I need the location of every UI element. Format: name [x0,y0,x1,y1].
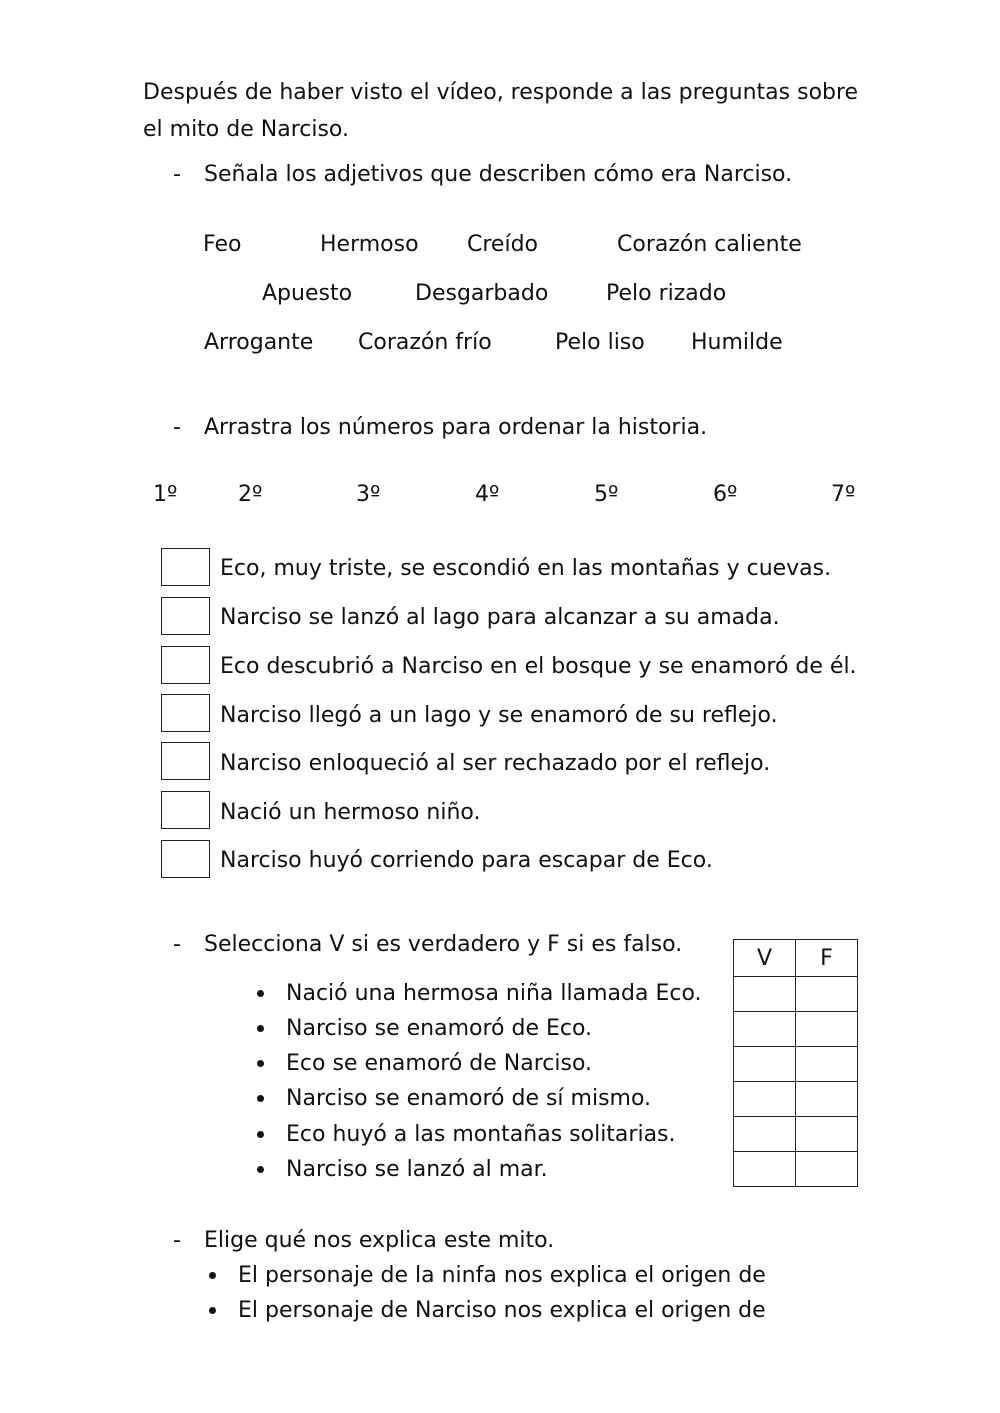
dash-marker: - [173,162,181,187]
story-statement-2: Narciso se lanzó al lago para alcanzar a su amada. [220,605,780,630]
tf-statement-3: Eco se enamoró de Narciso. [286,1051,593,1076]
v-cell-1[interactable] [734,977,796,1012]
order-number-7[interactable]: 7º [831,482,856,507]
section4-prompt: Elige qué nos explica este mito. [204,1228,555,1253]
order-number-4[interactable]: 4º [475,482,500,507]
v-cell-5[interactable] [734,1117,796,1152]
bullet-icon [209,1272,216,1279]
f-cell-4[interactable] [796,1082,858,1117]
story-statement-5: Narciso enloqueció al ser rechazado por el reflejo. [220,751,771,776]
order-drop-box-2[interactable] [161,597,210,635]
adjective-hermoso[interactable]: Hermoso [320,232,419,257]
adjective-feo[interactable]: Feo [203,232,242,257]
intro-text: Después de haber visto el vídeo, responde a las preguntas sobre el mito de Narciso. [143,80,859,142]
tf-statement-2: Narciso se enamoró de Eco. [286,1016,593,1041]
story-statement-6: Nació un hermoso niño. [220,800,481,825]
tf-statement-4: Narciso se enamoró de sí mismo. [286,1086,652,1111]
adjective-pelo-liso[interactable]: Pelo liso [555,330,645,355]
section1-prompt: Señala los adjetivos que describen cómo era Narciso. [204,162,793,187]
bullet-icon [257,1131,264,1138]
myth-option-1: El personaje de la ninfa nos explica el origen de [238,1263,766,1288]
order-number-3[interactable]: 3º [356,482,381,507]
f-cell-6[interactable] [796,1152,858,1187]
true-false-table [733,939,858,1187]
bullet-icon [257,1166,264,1173]
dash-marker: - [173,1228,181,1253]
order-drop-box-6[interactable] [161,791,210,829]
adjective-corazon-frio[interactable]: Corazón frío [358,330,492,355]
adjective-apuesto[interactable]: Apuesto [262,281,353,306]
story-statement-1: Eco, muy triste, se escondió en las montañas y cuevas. [220,556,832,581]
adjective-humilde[interactable]: Humilde [691,330,783,355]
v-cell-4[interactable] [734,1082,796,1117]
header-v: V [734,940,796,977]
v-cell-3[interactable] [734,1047,796,1082]
header-f: F [796,940,858,977]
section3-prompt: Selecciona V si es verdadero y F si es falso. [204,932,683,957]
bullet-icon [257,1025,264,1032]
adjective-arrogante[interactable]: Arrogante [204,330,314,355]
dash-marker: - [173,932,181,957]
f-cell-2[interactable] [796,1012,858,1047]
tf-statement-5: Eco huyó a las montañas solitarias. [286,1122,676,1147]
order-drop-box-4[interactable] [161,694,210,732]
f-cell-1[interactable] [796,977,858,1012]
adjective-corazon-caliente[interactable]: Corazón caliente [617,232,802,257]
order-drop-box-1[interactable] [161,548,210,586]
story-statement-3: Eco descubrió a Narciso en el bosque y se enamoró de él. [220,654,857,679]
bullet-icon [257,1060,264,1067]
f-cell-3[interactable] [796,1047,858,1082]
bullet-icon [209,1307,216,1314]
v-cell-6[interactable] [734,1152,796,1187]
story-statement-7: Narciso huyó corriendo para escapar de Eco. [220,848,713,873]
dash-marker: - [173,415,181,440]
adjective-creido[interactable]: Creído [467,232,538,257]
order-number-5[interactable]: 5º [594,482,619,507]
adjective-desgarbado[interactable]: Desgarbado [415,281,549,306]
story-statement-4: Narciso llegó a un lago y se enamoró de su reflejo. [220,703,778,728]
order-number-2[interactable]: 2º [238,482,263,507]
tf-statement-6: Narciso se lanzó al mar. [286,1157,548,1182]
order-drop-box-5[interactable] [161,742,210,780]
order-number-1[interactable]: 1º [153,482,178,507]
order-number-6[interactable]: 6º [713,482,738,507]
order-drop-box-3[interactable] [161,646,210,684]
order-drop-box-7[interactable] [161,840,210,878]
adjective-pelo-rizado[interactable]: Pelo rizado [606,281,727,306]
bullet-icon [257,990,264,997]
myth-option-2: El personaje de Narciso nos explica el origen de [238,1298,766,1323]
bullet-icon [257,1095,264,1102]
f-cell-5[interactable] [796,1117,858,1152]
section2-prompt: Arrastra los números para ordenar la historia. [204,415,708,440]
tf-statement-1: Nació una hermosa niña llamada Eco. [286,981,702,1006]
v-cell-2[interactable] [734,1012,796,1047]
